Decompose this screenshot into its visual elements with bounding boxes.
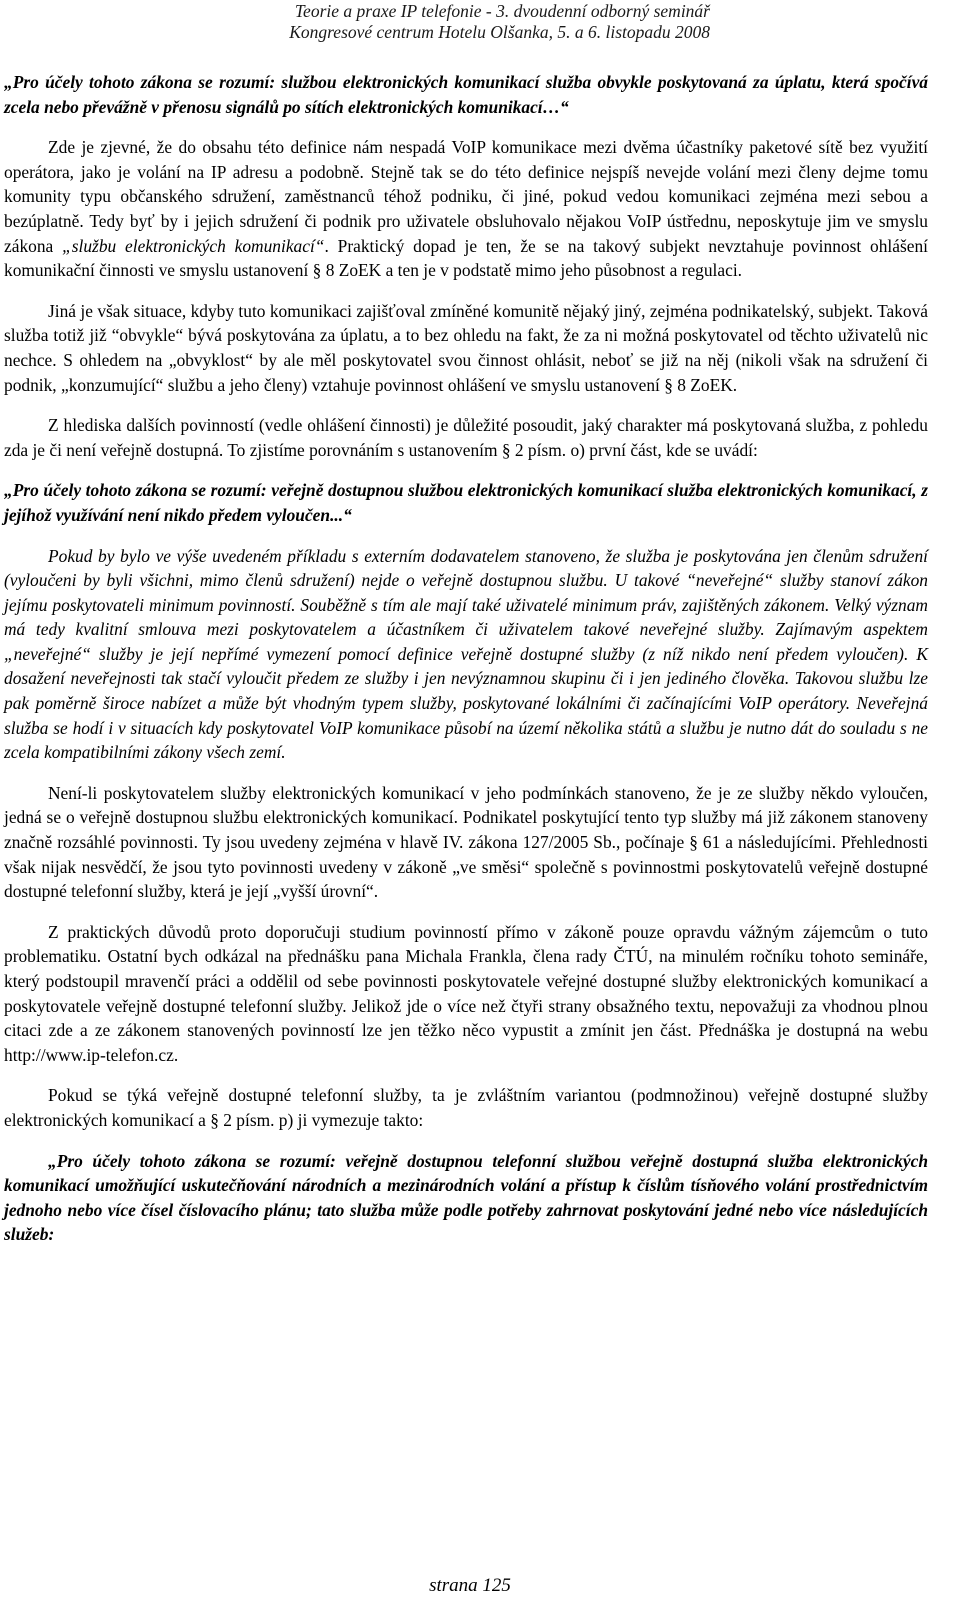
paragraph-6: Pokud by bylo ve výše uvedeném příkladu s externím dodavatelem stanoveno, že služba je poskytována jen členům sdružení (vyloučeni by byli všichni, mimo členů sdružení) nejde o veřejně dostupnou službu. U takové “neveřejné“ služby stanoví zákon jejímu poskytovateli minimum povinností. Souběžně s tím ale mají také uživatelé minimum práv, zajištěných zákonem. Velký význam má tedy kvalitní smlouva mezi poskytovatelem a účastníkem či uživatelem takové neveřejné služby. Zajímavým aspektem „neveřejné“ služby je její nepřímé vymezení pomocí definice veřejně dostupné služby (z níž nikdo není předem vyloučen). K dosažení neveřejnosti tak stačí vyloučit předem ze služby i jen nevýznamnou skupinu či i jen jediného člověka. Takovou službu lze pak poměrně široce nabízet a může být vhodným typem služby, poskytované lokálními či začínajícími VoIP operátory. Neveřejná služba se hodí i v situacích kdy poskytovatel VoIP komunikace působí na území několika států a službu je nutno dát do souladu s ne zcela kompatibilními zákony všech zemí. — [4, 545, 928, 763]
paragraph-8: Z praktických důvodů proto doporučuji studium povinností přímo v zákoně pouze opravdu vážným zájemcům o tuto problematiku. Ostatní bych odkázal na přednášku pana Michala Frankla, člena rady ČTÚ, na minulém ročníku tohoto semináře, který podstoupil mravenčí práci a oddělil od sebe povinnosti poskytovatele veřejné dostupné služby elektronických komunikací a poskytovatele veřejně dostupné telefonní služby. Jelikož jde o více než čtyři strany obsažného textu, nepovažuji za vhodnou plnou citaci zde a ze zákonem stanovených povinností lze jen těžko něco vypustit a zmínit jen část. Přednáška je dostupná na webu http://www.ip-telefon.cz. — [4, 921, 928, 1065]
paragraph-2-quote: „službu elektronických komunikací“ — [62, 235, 325, 256]
paragraph-3: Jiná je však situace, kdyby tuto komunikaci zajišťoval zmíněné komunitě nějaký jiný, zejména podnikatelský, subjekt. Taková služba totiž již “obvykle“ bývá poskytována za úplatu, a to bez ohledu na fakt, že za ni možná poskytovatel od těchto uživatelů nic nechce. S ohledem na „obvyklost“ by ale měl poskytovatel svou činnost ohlásit, neboť se již na něj (nikoli však na sdružení či podnik, „konzumující“ službu a jeho členy) vztahuje povinnost ohlášení ve smyslu ustanovení § 8 ZoEK. — [4, 300, 928, 395]
header-seminar-title: Teorie a praxe IP telefonie - 3. dvoudenní odborný seminář — [294, 1, 710, 21]
page-header — [110, 1, 710, 43]
paragraph-2 — [4, 135, 928, 283]
law-quote-2: „Pro účely tohoto zákona se rozumí: veřejně dostupnou službou elektronických komunikací služba elektronických komunikací, z jejíhož využívání není nikdo předem vyloučen...“ — [4, 480, 928, 525]
law-quote-3: „Pro účely tohoto zákona se rozumí: veřejně dostupnou telefonní službou veřejně dostupná služba elektronických komunikací umožňující uskutečňování národních a mezinárodních volání a přístup k číslům tísňového volání prostřednictvím jednoho nebo více čísel číslovacího plánu; tato služba může podle potřeby zahrnovat poskytování jedné nebo více následujících služeb: — [4, 1150, 928, 1245]
paragraph-2-text-a: Zde je zjevné, že do obsahu této definice nám nespadá VoIP komunikace mezi dvěma účastníky paketové sítě bez využití operátora, jako je volání na IP adresu a podobně. Stejně tak se do této definice nejspíš nevejde volání mezi členy dejme tomu komunity typu občanského sdružení, zaměstnanců téhož podniku, či jiné, pokud vedou komunikaci zejména mezi sebou a bezúplatně. Tedy byť by i jejich sdružení či podnik pro uživatele obsluhovalo nějakou VoIP ústřednu, neposkytuje jim ve smyslu zákona — [4, 137, 928, 256]
paragraph-2-text-b: . Praktický dopad je ten, že se na takový subjekt nevztahuje povinnost ohlášení komunikační činnosti ve smyslu ustanovení § 8 ZoEK a ten je v podstatě mimo jeho působnost a regulaci. — [4, 235, 928, 281]
paragraph-7: Není-li poskytovatelem služby elektronických komunikací v jeho podmínkách stanoveno, že je ze služby někdo vyloučen, jedná se o veřejně dostupnou službu elektronických komunikací. Podnikatel poskytující tento typ služby má již zákonem stanoveny značně rozsáhlé povinnosti. Ty jsou uvedeny zejména v hlavě IV. zákona 127/2005 Sb., počínaje § 61 a následujícími. Přehlednosti však nijak nesvědčí, že jsou tyto povinnosti uvedeny v zákoně „ve směsi“ společně s povinnostmi poskytovatelů veřejně dostupné dostupné telefonní služby, která je její „vyšší úrovní“. — [4, 782, 928, 902]
law-quote-1: „Pro účely tohoto zákona se rozumí: službou elektronických komunikací služba obvykle poskytovaná za úplatu, která spočívá zcela nebo převážně v přenosu signálů po sítích elektronických komunikací…“ — [4, 72, 928, 117]
document-body — [4, 70, 928, 1263]
header-venue: Kongresové centrum Hotelu Olšanka, 5. a 6. listopadu 2008 — [289, 22, 710, 42]
page-number: strana 125 — [429, 1575, 511, 1596]
paragraph-4: Z hlediska dalších povinností (vedle ohlášení činnosti) je důležité posoudit, jaký charakter má poskytovaná služba, z pohledu zda je či není veřejně dostupná. To zjistíme porovnáním s ustanovením § 2 písm. o) první část, kde se uvádí: — [4, 415, 928, 460]
paragraph-9: Pokud se týká veřejně dostupné telefonní služby, ta je zvláštním variantou (podmnožinou) veřejně dostupné služby elektronických komunikací a § 2 písm. p) ji vymezuje takto: — [4, 1085, 928, 1130]
